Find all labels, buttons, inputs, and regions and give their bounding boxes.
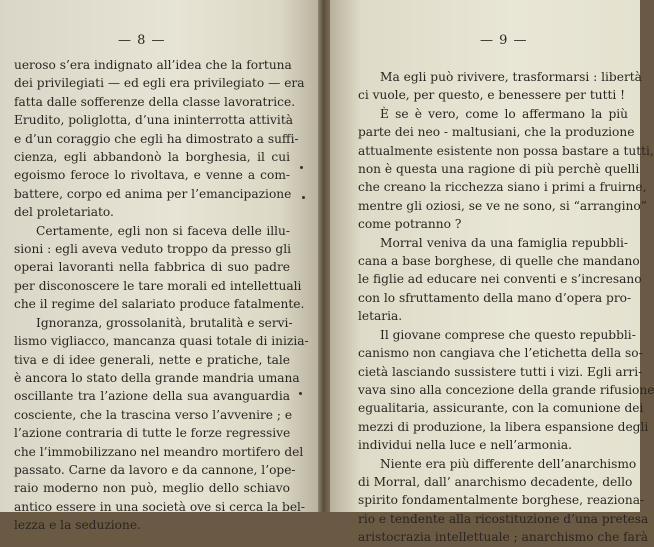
text-line: È se è vero, come lo affermano la più <box>380 106 628 121</box>
ink-speck <box>302 196 305 199</box>
text-line: canismo non cangiava che l’etichetta della so- <box>358 346 643 361</box>
text-line: spirito fondamentalmente borghese, reaziona- <box>358 493 645 508</box>
text-line: mezzi di produzione, la libera espansione degli <box>358 419 649 434</box>
text-line: rio e tendente alla ricostituzione d’una pretesa <box>358 511 649 526</box>
text-line: cietà lasciando sussistere tutti i vizi. Egli arri- <box>358 364 643 379</box>
text-line: cienza, egli abbandonò la borghesia, il cui <box>14 150 290 165</box>
text-line: passato. Carne da lavoro e da cannone, l’ope- <box>14 462 296 477</box>
text-line: che creano la ricchezza siano i primi a fruirne, <box>358 180 647 195</box>
left-page <box>0 0 318 533</box>
left-page-text <box>14 56 309 535</box>
text-line: ci vuole, per questo, e benessere per tutti ! <box>358 88 626 103</box>
ink-speck <box>300 166 303 169</box>
text-line: battere, corpo ed anima per l’emancipazione <box>14 186 292 201</box>
text-line: egoismo feroce lo rivoltava, e venne a com- <box>14 168 290 183</box>
text-line: individui nella luce e nell’armonia. <box>358 438 573 453</box>
text-line: sioni : egli aveva veduto troppo da presso gli <box>14 242 291 257</box>
text-line: è ancora lo stato della grande mandria umana <box>14 370 300 385</box>
text-line: oscillante tra l’azione della sua avanguardia <box>14 389 290 404</box>
text-line: Ignoranza, grossolanità, brutalità e servi- <box>36 315 293 330</box>
text-line: Il giovane comprese che questo repubbli- <box>380 327 636 342</box>
text-line: antico essere in una società ove si cerca la bel- <box>14 499 306 514</box>
text-line: per disconoscere le tare morali ed intellettuali <box>14 278 302 293</box>
text-line: l’azione contraria di tutte le forze regressive <box>14 426 291 441</box>
text-line: che il regime del salariato produce fatalmente. <box>14 297 305 312</box>
right-page <box>330 0 654 545</box>
text-line: dei privilegiati — ed egli era privilegiato — era <box>14 76 305 91</box>
book-gutter <box>318 0 330 512</box>
page-number-left: — 8 — <box>118 33 166 48</box>
text-line: Morral veniva da una famiglia repubbli- <box>380 235 628 250</box>
text-line: raio moderno non può, meglio dello schiavo <box>14 481 290 496</box>
page-number-right: — 9 — <box>480 33 528 48</box>
text-line: parte dei neo - maltusiani, che la produzione <box>358 125 635 140</box>
text-line: operai lavoranti nella fabbrica di suo padre <box>14 260 290 275</box>
text-line: e d’un coraggio che egli ha dimostrato a suffi- <box>14 131 299 146</box>
text-line: come potranno ? <box>358 217 462 232</box>
text-line: vava sino alla concezione della grande rifusione <box>358 382 654 397</box>
text-line: Certamente, egli non si faceva delle illu- <box>36 223 290 238</box>
text-line: che l’immobilizzano nel meandro mortifero del <box>14 444 304 459</box>
text-line: con lo sfruttamento della mano d’opera pro- <box>358 290 632 305</box>
text-line: Ma egli può rivivere, trasformarsi : libertà <box>380 70 642 84</box>
text-line: Erudito, poliglotta, d’una ininterrotta attività <box>14 113 293 128</box>
ink-speck <box>299 392 302 395</box>
text-line: aristocrazia intellettuale ; anarchismo che farà <box>358 530 649 545</box>
text-line: cana a base borghese, di quelle che mandano <box>358 254 640 269</box>
text-line: letaria. <box>358 309 403 324</box>
right-page-text <box>358 68 654 547</box>
text-line: Niente era più differente dell’anarchismo <box>380 456 637 471</box>
text-line: di Morral, dall’ anarchismo decadente, dello <box>358 474 633 489</box>
text-line: egualitaria, assicurante, con la comunione dei <box>358 401 644 416</box>
text-line: fatta dalle sofferenze della classe lavoratrice. <box>14 94 296 109</box>
text-line: mentre gli oziosi, se ve ne sono, si “arrangino” <box>358 198 647 213</box>
text-line: tiva e di idee generali, nette e pratiche, tale <box>14 352 290 367</box>
text-line: cosciente, che la trascina verso l’avvenire ; e <box>14 407 293 422</box>
text-line: lismo vigliacco, mancanza quasi totale di inizia- <box>14 334 309 349</box>
text-line: lezza e la seduzione. <box>14 518 141 533</box>
text-line: ueroso s’era indignato all’idea che la fortuna <box>14 58 292 72</box>
text-line: attualmente esistente non possa bastare a tutti, <box>358 143 654 158</box>
text-line: non è questa una ragione di più perchè quelli <box>358 162 640 177</box>
text-line: del proletariato. <box>14 205 114 220</box>
text-line: le figlie ad educare nei conventi e s’incresano <box>358 272 642 287</box>
